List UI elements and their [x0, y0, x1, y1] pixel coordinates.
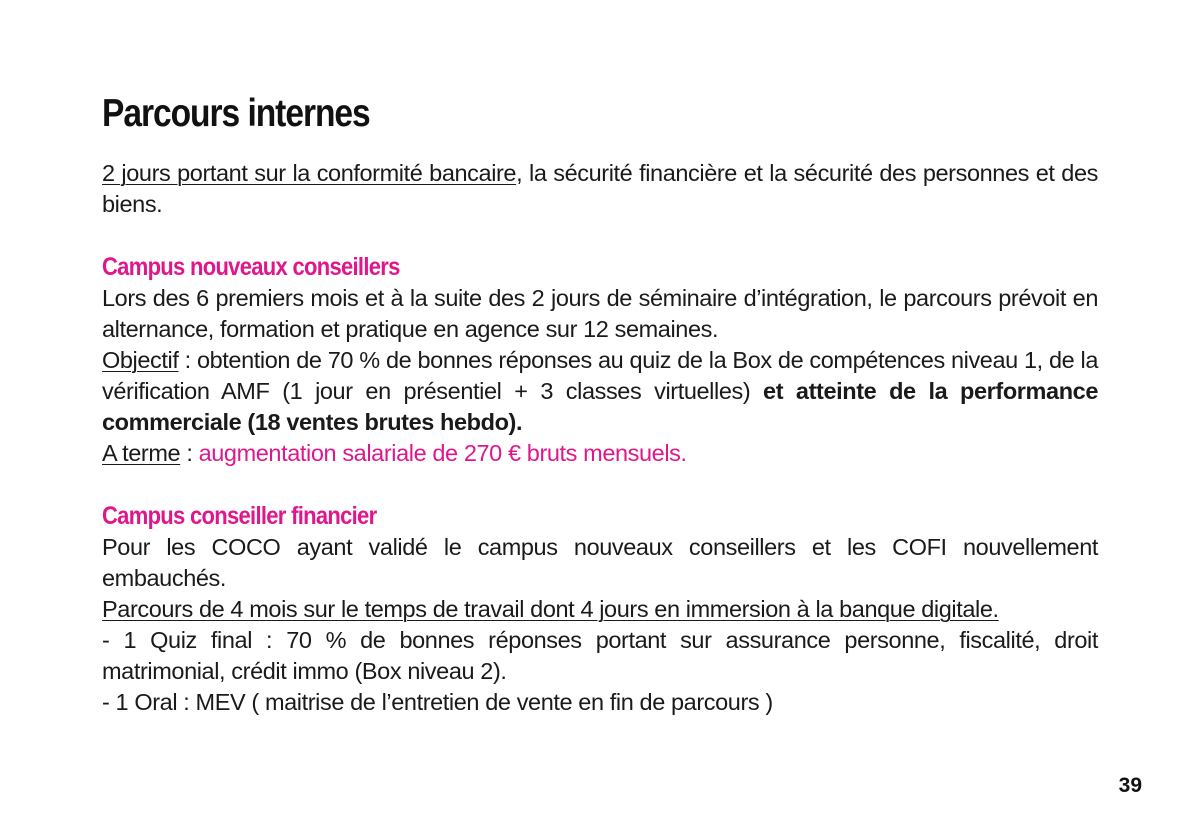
terme-sep: :: [180, 440, 199, 466]
document-page: [102, 92, 1098, 718]
campus-nouveaux-terme: [102, 438, 1098, 469]
campus-financier-quiz: - 1 Quiz final : 70 % de bonnes réponses portant sur assurance personne, fiscalité, droit matrimonial, crédit immo (Box niveau 2).: [102, 627, 1098, 684]
section-heading-campus-nouveaux: Campus nouveaux conseillers: [102, 253, 400, 281]
objectif-text: : obtention de 70 % de bonnes réponses au quiz de la Box de compétences niveau 1, de la vérification AMF (1 jour en présentiel + 3 classes virtuelles): [102, 347, 1098, 404]
intro-underlined: 2 jours portant sur la conformité bancaire: [102, 160, 517, 186]
terme-text: augmentation salariale de 270 € bruts mensuels.: [198, 440, 687, 466]
campus-nouveaux-objectif: [102, 345, 1098, 438]
campus-financier-parcours: [102, 594, 1098, 625]
campus-financier-oral: - 1 Oral : MEV ( maitrise de l’entretien de vente en fin de parcours ): [102, 689, 773, 715]
intro-rest: , la sécurité financière et la sécurité des personnes et des biens.: [102, 160, 1098, 217]
terme-label: A terme: [102, 440, 181, 466]
intro-paragraph: [102, 158, 1098, 220]
page-title: Parcours internes: [102, 92, 370, 135]
objectif-bold: et atteinte de la performance commerciale (18 ventes brutes hebdo).: [102, 378, 1099, 435]
campus-financier-description: Pour les COCO ayant validé le campus nouveaux conseillers et les COFI nouvellement embauchés.: [102, 534, 1098, 591]
section-heading-campus-financier: Campus conseiller financier: [102, 502, 377, 530]
campus-nouveaux-description: Lors des 6 premiers mois et à la suite des 2 jours de séminaire d’intégration, le parcours prévoit en alternance, formation et pratique en agence sur 12 semaines.: [102, 285, 1098, 342]
objectif-label: Objectif: [102, 347, 179, 373]
page-number: 39: [1118, 774, 1142, 797]
parcours-text: Parcours de 4 mois sur le temps de travail dont 4 jours en immersion à la banque digitale.: [102, 596, 999, 622]
